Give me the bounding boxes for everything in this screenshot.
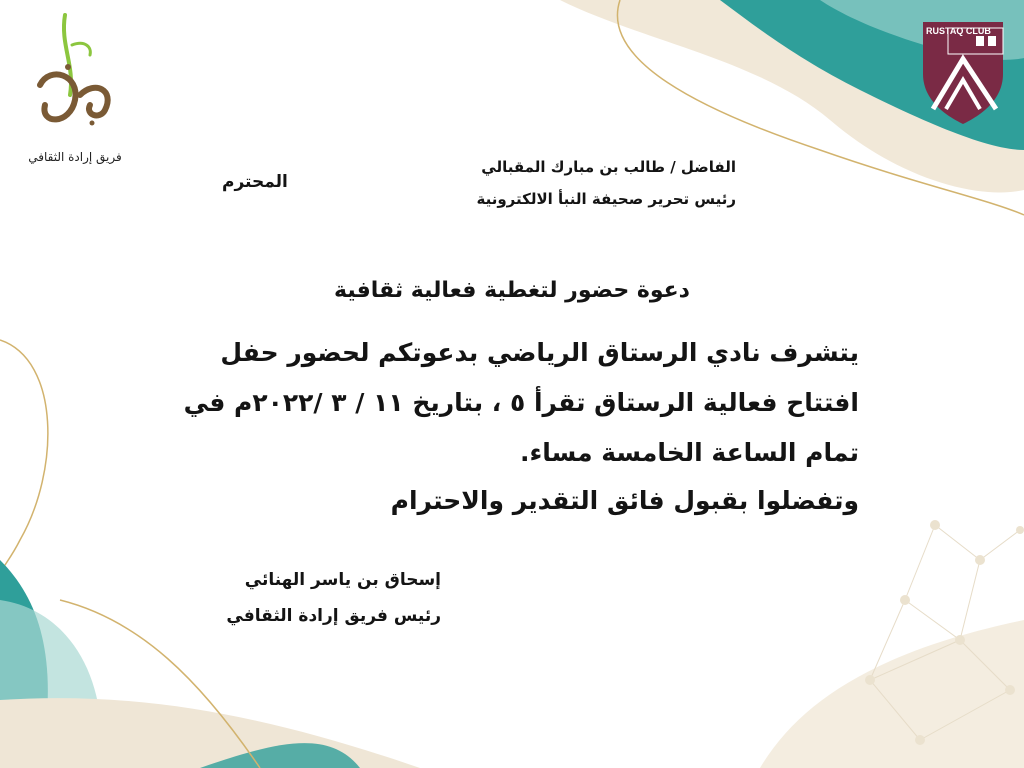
club-crest-icon	[918, 14, 1008, 126]
invitation-line-1: يتشرف نادي الرستاق الرياضي بدعوتكم لحضور حفل	[220, 338, 859, 367]
team-caption: فريق إرادة الثقافي	[28, 150, 122, 164]
addressee-name: الفاضل / طالب بن مبارك المقبالي	[481, 158, 736, 176]
invitation-line-2: افتتاح فعالية الرستاق تقرأ ٥ ، بتاريخ ١١ / ٣ /٢٠٢٢م في	[183, 388, 859, 417]
invitation-heading: دعوة حضور لتغطية فعالية ثقافية	[334, 278, 690, 303]
signer-title: رئيس فريق إرادة الثقافي	[226, 606, 441, 626]
gold-line-left	[0, 340, 48, 575]
signer-name: إسحاق بن ياسر الهنائي	[244, 570, 441, 590]
addressee-title: رئيس تحرير صحيفة النبأ الالكترونية	[476, 190, 736, 208]
honorific: المحترم	[222, 172, 288, 192]
beige-blob-bottom-right	[760, 620, 1024, 768]
invitation-line-4: وتفضلوا بقبول فائق التقدير والاحترام	[390, 486, 859, 515]
club-crest-label: RUSTAQ CLUB	[926, 26, 991, 36]
invitation-line-3: تمام الساعة الخامسة مساء.	[519, 438, 859, 467]
beige-wave-bottom	[0, 698, 420, 768]
